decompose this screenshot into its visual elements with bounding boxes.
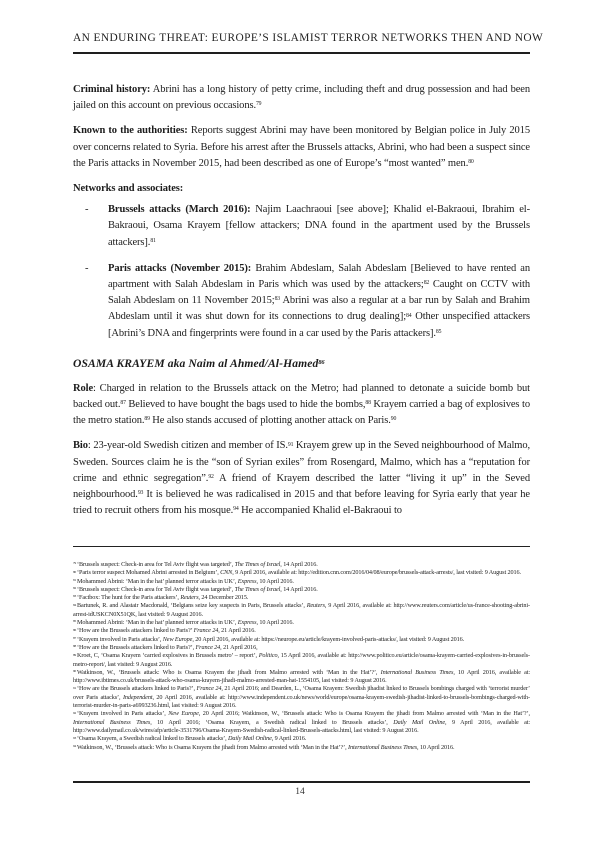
footer-rule (73, 781, 530, 783)
report-title: AN ENDURING THREAT: EUROPE’S ISLAMIST TERROR NETWORKS THEN AND NOW (73, 32, 544, 44)
paragraph-known-to-authorities: Known to the authorities: Reports suggest Abrini may have been monitored by Belgian police in July 2015 over concerns related to Syria. Before his arrest after the Brussels attacks, Abrini, who had been a suspect since the Paris attacks in November 2015, had been described as one of Europe’s “most wanted” men.$^{80}$ (73, 125, 530, 169)
footnote: $^{94}$Watkinson, W., ‘Brussels attack: Who is Osama Krayem the jihadi from Malmo arrested with ‘Man in the Hat’?’, International Business Times, 10 April 2016. (73, 743, 455, 751)
footnote: $^{87}$‘Krayem involved in Paris attacks’, New Europe, 20 April 2016, available at: https://neurope.eu/article/krayem-involved-paris-attacks/, last visited: 9 August 2016. (73, 635, 465, 643)
bullet-brussels-attacks (73, 202, 530, 251)
footnote-number: 79 (73, 561, 77, 566)
paragraph-criminal-history: Criminal history: Abrini has a long history of petty crime, including theft and drug possession and had been jailed on this account on previous occasions.$^{79}$ (73, 84, 530, 112)
footnote-number: 88 (73, 644, 77, 649)
footnote: $^{93}$‘Osama Krayem, a Swedish radical linked to Brussels attacks’, Daily Mail Online, 9 April 2016. (73, 735, 307, 743)
footnote-number: 86 (73, 627, 77, 632)
footnote: $^{84}$Bartunek, R. and Alastair Macdonald, ‘Belgians seize key suspects in Paris, Brussels attacks’, Reuters, 9 April 2016, available at: http://www.reuters.com/article/us-france-shooting-abrini-arrest-idUSKCN0X51QK, last visited: 9 August 2016. (73, 602, 530, 618)
footnote-number: 94 (73, 743, 77, 748)
footnote-number: 83 (73, 594, 77, 599)
footnote-number: 93 (73, 735, 77, 740)
footnote-number: 84 (73, 602, 77, 607)
footnote: $^{90}$Watkinson, W., ‘Brussels attack: Who is Osama Krayem the jihadi from Malmo arrested with ‘Man in the Hat’?’, International Business Times, 10 April 2016, available at: http://www.ibtimes.co.uk/brussels-attack-who-osama-krayem-jihadi-malmo-arrested-man-hat-1554105, last visited: 9 August 2016. (73, 668, 531, 685)
bullet-text: Brussels attacks (March 2016): Najim Laachraoui [see above]; Khalid el-Bakraoui, Ibrahim el-Bakraoui, Osama Krayem [fellow attackers; DNA found in the apartment used by the Brussels attackers].$^{81}$ (108, 204, 530, 248)
bullet-dash-marker: - (85, 204, 89, 216)
footnote-number: 92 (73, 710, 77, 715)
footnote-number: 80 (73, 569, 77, 574)
page-content (73, 0, 544, 519)
paragraph-bio: Bio: 23-year-old Swedish citizen and member of IS.$^{91}$ Krayem grew up in the Seved neighbourhood of Malmo, Sweden. Sources claim he is the “son of Syrian exiles” from Rosengard, Malmo, which has a “reputation for crime and ethnic segregation”.$^{92}$ A friend of Krayem described the latter “living it up” in the Seved neighbourhood.$^{93}$ It is believed he was radicalised in 2015 and that before leaving for Syria early that year he tried to recruit others from his mosque.$^{94}$ He accompanied Khalid el-Bakraoui to (73, 440, 531, 517)
page-number: 14 (295, 787, 305, 797)
footnote-separator-rule (73, 546, 530, 547)
section-heading-osama-krayem: OSAMA KRAYEM aka Naim al Ahmed/Al-Hamed$^{86}$ (73, 356, 325, 370)
footnote: $^{83}$‘Factbox: The hunt for the Paris attackers’, Reuters, 24 December 2015. (73, 594, 249, 602)
footnote: $^{79}$‘Brussels suspect: Check-in area for Tel Aviv flight was targeted’, The Times of Israel, 14 April 2016. (73, 561, 318, 568)
footnote-number: 89 (73, 652, 77, 657)
footnote: $^{81}$Mohammed Abrini: ‘Man in the hat’ planned terror attacks in UK’, Express, 10 April 2016. (73, 577, 294, 585)
footnote-number: 90 (73, 669, 77, 674)
footnote: $^{91}$‘How are the Brussels attackers linked to Paris?’, France 24, 21 April 2016; and Dearden, L., ‘Osama Krayem: Swedish jihadist linked to Brussels bombings charged with ‘terrorist murder’ over Paris attacks’, Independent, 20 April 2016, available at: http://www.independent.co.uk/news/world/europe/osama-krayem-swedish-jihadist-linked-to-brussels-bombings-charged-with-terrorist-murder-in-paris-a6993236.html, last visited: 9 August 2016. (73, 685, 530, 710)
footnote: $^{85}$Mohammed Abrini: ‘Man in the hat’ planned terror attacks in UK’, Express, 10 April 2016. (73, 619, 294, 627)
paragraph-networks-label: Networks and associates: (73, 183, 184, 195)
footnote: $^{80}$‘Paris terror suspect Mohamed Abrini arrested in Belgium’, CNN, 9 April 2016, available at: http://edition.cnn.com/2016/04/08/europe/brussels-attack-arrests/, last visited: 9 August 2016. (73, 569, 521, 577)
footnote: $^{88}$‘How are the Brussels attackers linked to Paris?’, France 24, 21 April 2016, (73, 643, 258, 651)
footnote: $^{86}$‘How are the Brussels attackers linked to Paris?’ France 24, 21 April 2016. (73, 627, 256, 635)
footnote-number: 82 (73, 586, 77, 591)
footnote: $^{92}$‘Krayem involved in Paris attacks’, New Europe, 20 April 2016; Watkinson, W., ‘Brussels attack: Who is Osama Krayem the jihadi from Malmo arrested with ‘Man in the Hat’?’, International Business Times, 10 April 2016; ‘Osama Krayem, a Swedish radical linked to Brussels attacks’, Daily Mail Online, 9 April 2016, available at: http://www.dailymail.co.uk/wires/afp/article-3531796/Osama-Krayem-Swedish-radical-linked-Brussels-attacks.html, last visited: 9 August 2016. (73, 710, 531, 734)
footnotes-section (73, 561, 530, 752)
footnote-number: 81 (73, 577, 77, 582)
footnote-number: 91 (73, 685, 77, 690)
footnote: $^{82}$‘Brussels suspect: Check-in area for Tel Aviv flight was targeted’, The Times of Israel, 14 April 2016. (73, 585, 318, 593)
networks-bullet-list (73, 202, 530, 342)
bullet-text: Paris attacks (November 2015): Brahim Abdeslam, Salah Abdeslam [Believed to have rented an apartment with Salah Abdeslam in Paris which was used by the attackers;$^{82}$ Caught on CCTV with Salah Abdeslam on 11 November 2015;$^{83}$ Abrini was also a regular at a bar run by Salah and Brahim Abdeslam until it was shut down for its connections to drug dealing];$^{84}$ Other unspecified attackers [Abrini’s DNA and fingerprints were found in a car used by the Paris attackers].$^{85}$ (108, 262, 531, 339)
page-header (73, 0, 544, 54)
footnote-number: 85 (73, 619, 77, 624)
footnote-number: 87 (73, 635, 77, 640)
footnote: $^{89}$Kroet, C, ‘Osama Krayem ‘carried explosives in Brussels metro’ – report’, Politico, 15 April 2016, available at: http://www.politico.eu/article/osama-krayem-carried-explosives-in-brussels-metro-report/, last visited: 9 August 2016. (73, 652, 531, 668)
bullet-paris-attacks (73, 261, 530, 342)
paragraph-role: Role: Charged in relation to the Brussels attack on the Metro; had planned to detonate a suicide bomb but backed out.$^{87}$ Believed to have bought the bags used to hide the bombs,$^{88}$ Krayem carried a bag of explosives to the metro station.$^{89}$ He also stands accused of plotting another attack on Paris.$^{90}$ (73, 382, 530, 427)
bullet-dash-marker: - (85, 262, 89, 274)
